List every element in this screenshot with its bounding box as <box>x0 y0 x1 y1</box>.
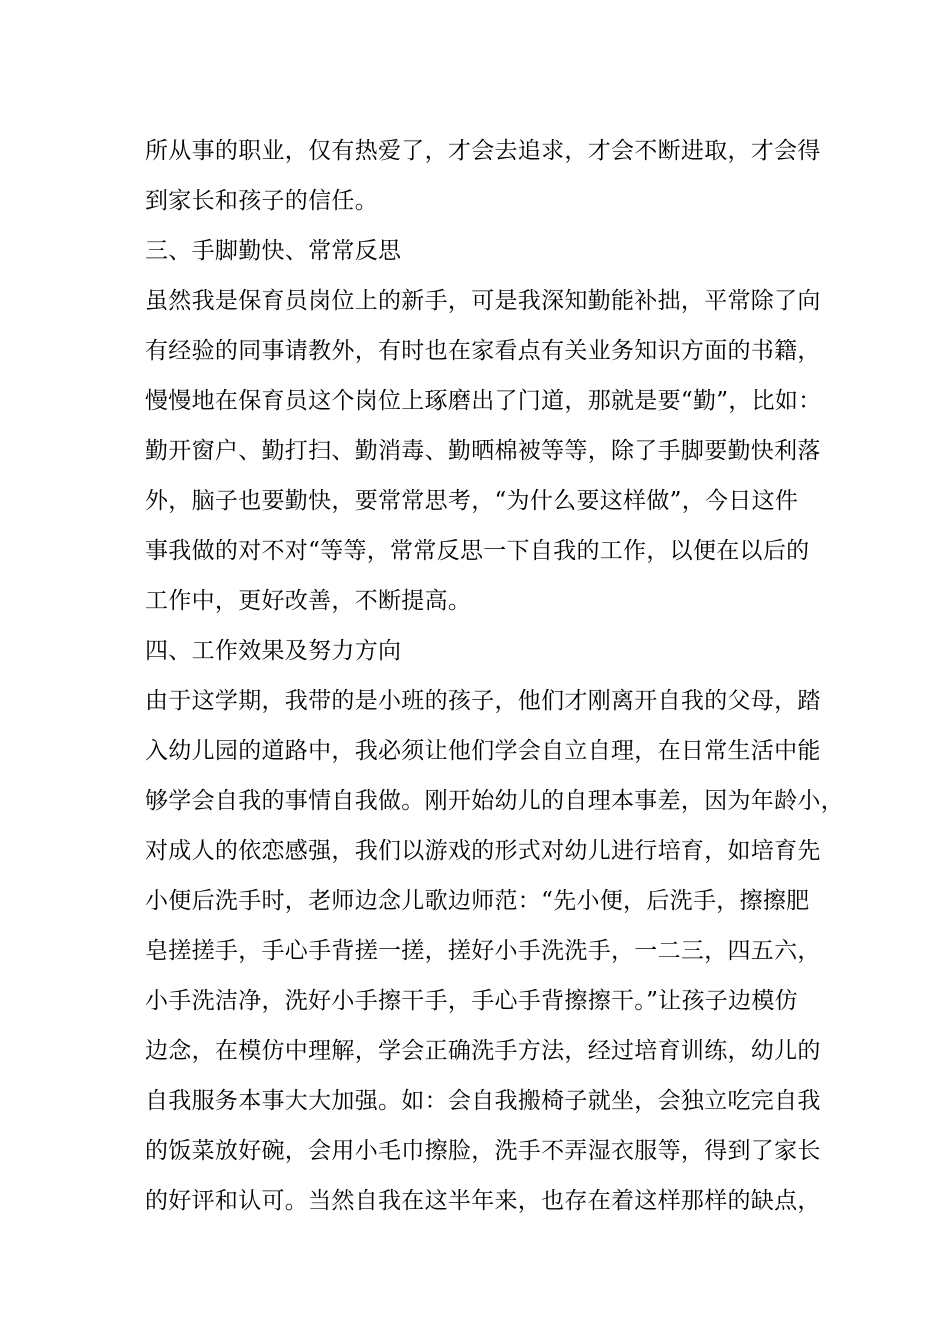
paragraph-line: 事我做的对不对“等等，常常反思一下自我的工作，以便在以后的 <box>145 538 810 564</box>
paragraph-line: 虽然我是保育员岗位上的新手，可是我深知勤能补拙，平常除了向 <box>145 288 821 314</box>
section-heading: 四、工作效果及努力方向 <box>145 638 402 664</box>
paragraph-line: 对成人的依恋感强，我们以游戏的形式对幼儿进行培育，如培育先 <box>145 838 821 864</box>
paragraph-line: 边念，在模仿中理解，学会正确洗手方法，经过培育训练，幼儿的 <box>145 1038 821 1064</box>
paragraph-line: 到家长和孩子的信任。 <box>145 188 378 214</box>
paragraph-line: 工作中，更好改善，不断提高。 <box>145 588 472 614</box>
paragraph-line: 自我服务本事大大加强。如：会自我搬椅子就坐，会独立吃完自我 <box>145 1088 821 1114</box>
paragraph-line: 小手洗洁净，洗好小手擦干手，手心手背擦擦干。”让孩子边模仿 <box>145 988 798 1014</box>
paragraph-line: 皂搓搓手，手心手背搓一搓，搓好小手洗洗手，一二三，四五六， <box>145 938 821 964</box>
paragraph-line: 的好评和认可。当然自我在这半年来，也存在着这样那样的缺点， <box>145 1188 821 1214</box>
paragraph-line: 由于这学期，我带的是小班的孩子，他们才刚离开自我的父母，踏 <box>145 688 821 714</box>
paragraph-line: 小便后洗手时，老师边念儿歌边师范：“先小便，后洗手，擦擦肥 <box>145 888 810 914</box>
paragraph-line: 外，脑子也要勤快，要常常思考，“为什么要这样做”，今日这件 <box>145 488 799 514</box>
paragraph-line: 的饭菜放好碗，会用小毛巾擦脸，洗手不弄湿衣服等，得到了家长 <box>145 1138 821 1164</box>
paragraph-line: 入幼儿园的道路中，我必须让他们学会自立自理，在日常生活中能 <box>145 738 821 764</box>
paragraph-line: 慢慢地在保育员这个岗位上琢磨出了门道，那就是要“勤”，比如： <box>145 388 822 414</box>
paragraph-line: 有经验的同事请教外，有时也在家看点有关业务知识方面的书籍， <box>145 338 821 364</box>
section-heading: 三、手脚勤快、常常反思 <box>145 238 402 264</box>
paragraph-line: 够学会自我的事情自我做。刚开始幼儿的自理本事差，因为年龄小， <box>145 788 844 814</box>
paragraph-line: 所从事的职业，仅有热爱了，才会去追求，才会不断进取，才会得 <box>145 138 821 164</box>
paragraph-line: 勤开窗户、勤打扫、勤消毒、勤晒棉被等等，除了手脚要勤快利落 <box>145 438 821 464</box>
